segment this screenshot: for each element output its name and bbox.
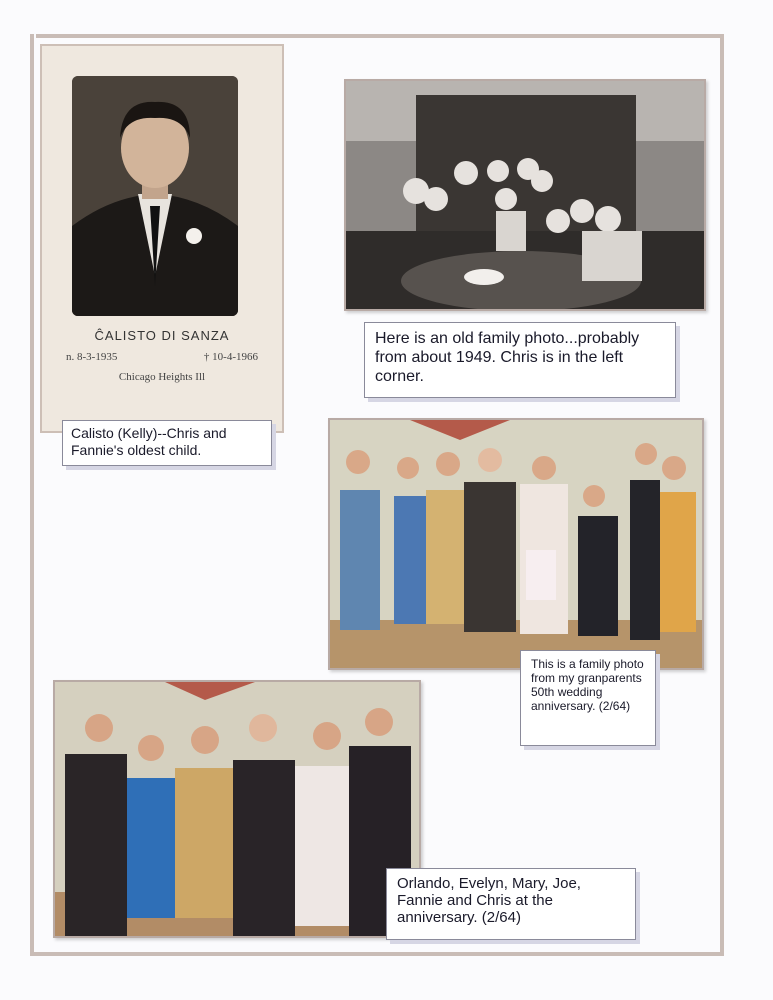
portrait-photo xyxy=(72,76,238,316)
family-1949-scene xyxy=(346,81,704,309)
frame-top xyxy=(36,34,724,38)
caption-kelly xyxy=(62,420,272,466)
memorial-card xyxy=(40,44,284,433)
birth-date: n. 8-3-1935 xyxy=(66,351,118,363)
frame-left xyxy=(30,34,34,954)
memorial-name: ĈALISTO DI SANZA xyxy=(94,328,230,343)
death-date: † 10-4-1966 xyxy=(203,351,258,363)
caption-kelly-text: Calisto (Kelly)--Chris and Fannie's oldest child. xyxy=(71,425,227,458)
frame-bottom xyxy=(30,952,724,956)
anniversary-six-scene xyxy=(55,682,419,936)
anniversary-group-scene xyxy=(330,420,702,668)
anniversary-six-photo xyxy=(53,680,421,938)
caption-family-1949 xyxy=(364,322,676,398)
anniversary-group-photo xyxy=(328,418,704,670)
family-photo-1949 xyxy=(344,79,706,311)
caption-anniversary-six xyxy=(386,868,636,940)
caption-anniversary-group-text: This is a family photo from my granparents 50th wedding anniversary. (2/64) xyxy=(531,657,644,713)
memorial-place: Chicago Heights Ill xyxy=(118,371,206,383)
portrait-figure xyxy=(72,76,238,316)
caption-anniversary-six-text: Orlando, Evelyn, Mary, Joe, Fannie and Chris at the anniversary. (2/64) xyxy=(397,875,581,926)
caption-anniversary-group xyxy=(520,650,656,746)
caption-family-1949-text: Here is an old family photo...probably from about 1949. Chris is in the left corner. xyxy=(375,330,640,385)
frame-right xyxy=(720,34,724,954)
